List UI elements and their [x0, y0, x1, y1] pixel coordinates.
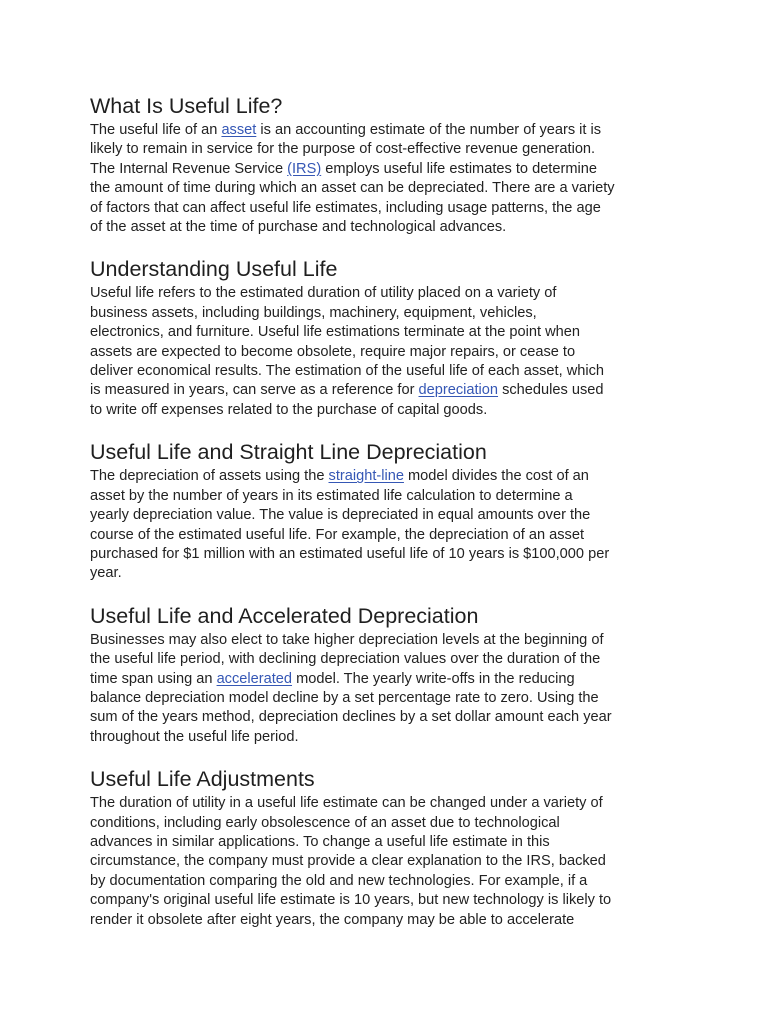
text-run: to write off expenses related to the purchase of capital goods. [90, 401, 488, 418]
text-line [90, 670, 680, 689]
section-useful-life-and-straight-line-depreciation [90, 439, 680, 583]
text-line [90, 708, 680, 727]
text-line [90, 545, 680, 564]
text-line [90, 487, 680, 506]
text-line [90, 160, 680, 179]
section-heading: Understanding Useful Life [90, 257, 338, 282]
text-line [90, 506, 680, 525]
text-run: The duration of utility in a useful life estimate can be changed under a variety of [90, 795, 603, 812]
section-paragraph [90, 467, 680, 583]
section-paragraph [90, 794, 680, 930]
article-body [90, 93, 680, 949]
text-line [90, 891, 680, 910]
text-line [90, 179, 680, 198]
text-run: asset by the number of years in its estimated life calculation to determine a [90, 487, 573, 504]
text-line [90, 218, 680, 237]
text-line [90, 872, 680, 891]
text-run: course of the estimated useful life. For example, the depreciation of an asset [90, 526, 585, 543]
text-line [90, 304, 680, 323]
text-run: electronics, and furniture. Useful life estimations terminate at the point when [90, 324, 580, 341]
section-heading: Useful Life and Straight Line Depreciation [90, 440, 487, 465]
link-irs[interactable]: (IRS) [287, 160, 322, 177]
section-heading: Useful Life Adjustments [90, 767, 315, 792]
text-line [90, 140, 680, 159]
text-run: likely to remain in service for the purpose of cost-effective revenue generation. [90, 141, 596, 158]
text-line [90, 401, 680, 420]
text-line [90, 852, 680, 871]
text-line [90, 467, 680, 486]
section-paragraph [90, 284, 680, 420]
text-line [90, 650, 680, 669]
text-line [90, 526, 680, 545]
text-run: schedules used [498, 382, 604, 399]
text-line [90, 794, 680, 813]
section-paragraph [90, 631, 680, 747]
text-run: purchased for $1 million with an estimated useful life of 10 years is $100,000 per [90, 545, 610, 562]
text-run: deliver economical results. The estimation of the useful life of each asset, which [90, 363, 605, 380]
text-run: company's original useful life estimate is 10 years, but new technology is likely to [90, 892, 612, 909]
text-run: Useful life refers to the estimated duration of utility placed on a variety of [90, 285, 557, 302]
text-line [90, 381, 680, 400]
section-useful-life-adjustments [90, 766, 680, 930]
text-line [90, 199, 680, 218]
text-run: of factors that can affect useful life estimates, including usage patterns, the age [90, 199, 601, 216]
text-line [90, 911, 680, 930]
text-run: is an accounting estimate of the number of years it is [256, 122, 602, 138]
text-run: the amount of time during which an asset can be depreciated. There are a variety [90, 180, 615, 197]
text-run: throughout the useful life period. [90, 728, 299, 745]
section-heading: What Is Useful Life? [90, 94, 283, 118]
text-run: model divides the cost of an [403, 468, 589, 485]
section-understanding-useful-life [90, 256, 680, 420]
text-run: of the asset at the time of purchase and technological advances. [90, 219, 507, 236]
text-line [90, 121, 680, 140]
text-line [90, 343, 680, 362]
text-run: time span using an [90, 670, 217, 687]
text-run: circumstance, the company must provide a clear explanation to the IRS, backed [90, 853, 606, 870]
text-run: advances in similar applications. To change a useful life estimate in this [90, 833, 550, 850]
text-run: business assets, including buildings, machinery, equipment, vehicles, [90, 304, 537, 321]
text-run: balance depreciation model decline by a set percentage rate to zero. Using the [90, 689, 599, 706]
text-run: employs useful life estimates to determine [321, 160, 597, 177]
text-run: by documentation comparing the old and new technologies. For example, if a [90, 872, 588, 889]
text-line [90, 564, 680, 583]
text-run: model. The yearly write-offs in the reducing [292, 670, 575, 687]
text-line [90, 814, 680, 833]
text-run: The Internal Revenue Service [90, 160, 288, 177]
text-run: render it obsolete after eight years, the company may be able to accelerate [90, 911, 575, 928]
text-run: The useful life of an [90, 122, 222, 138]
text-line [90, 728, 680, 747]
text-run: sum of the years method, depreciation declines by a set dollar amount each year [90, 709, 612, 726]
section-paragraph [90, 121, 680, 237]
section-what-is-useful-life [90, 93, 680, 237]
text-run: conditions, including early obsolescence of an asset due to technological [90, 814, 560, 831]
section-useful-life-and-accelerated-depreciation [90, 603, 680, 747]
text-line [90, 631, 680, 650]
text-run: Businesses may also elect to take higher depreciation levels at the beginning of [90, 631, 604, 648]
text-line [90, 284, 680, 303]
text-line [90, 323, 680, 342]
text-run: assets are expected to become obsolete, require major repairs, or cease to [90, 343, 576, 360]
text-run: is measured in years, can serve as a reference for [90, 382, 419, 399]
text-run: The depreciation of assets using the [90, 468, 329, 485]
link-asset[interactable]: asset [221, 122, 257, 138]
link-straight-line[interactable]: straight-line [328, 468, 404, 485]
text-run: year. [90, 565, 122, 582]
link-accelerated[interactable]: accelerated [216, 670, 293, 687]
link-depreciation[interactable]: depreciation [418, 382, 499, 399]
text-run: the useful life period, with declining depreciation values over the duration of the [90, 651, 601, 668]
text-line [90, 833, 680, 852]
text-run: yearly depreciation value. The value is depreciated in equal amounts over the [90, 507, 591, 524]
text-line [90, 689, 680, 708]
section-heading: Useful Life and Accelerated Depreciation [90, 603, 479, 628]
text-line [90, 362, 680, 381]
